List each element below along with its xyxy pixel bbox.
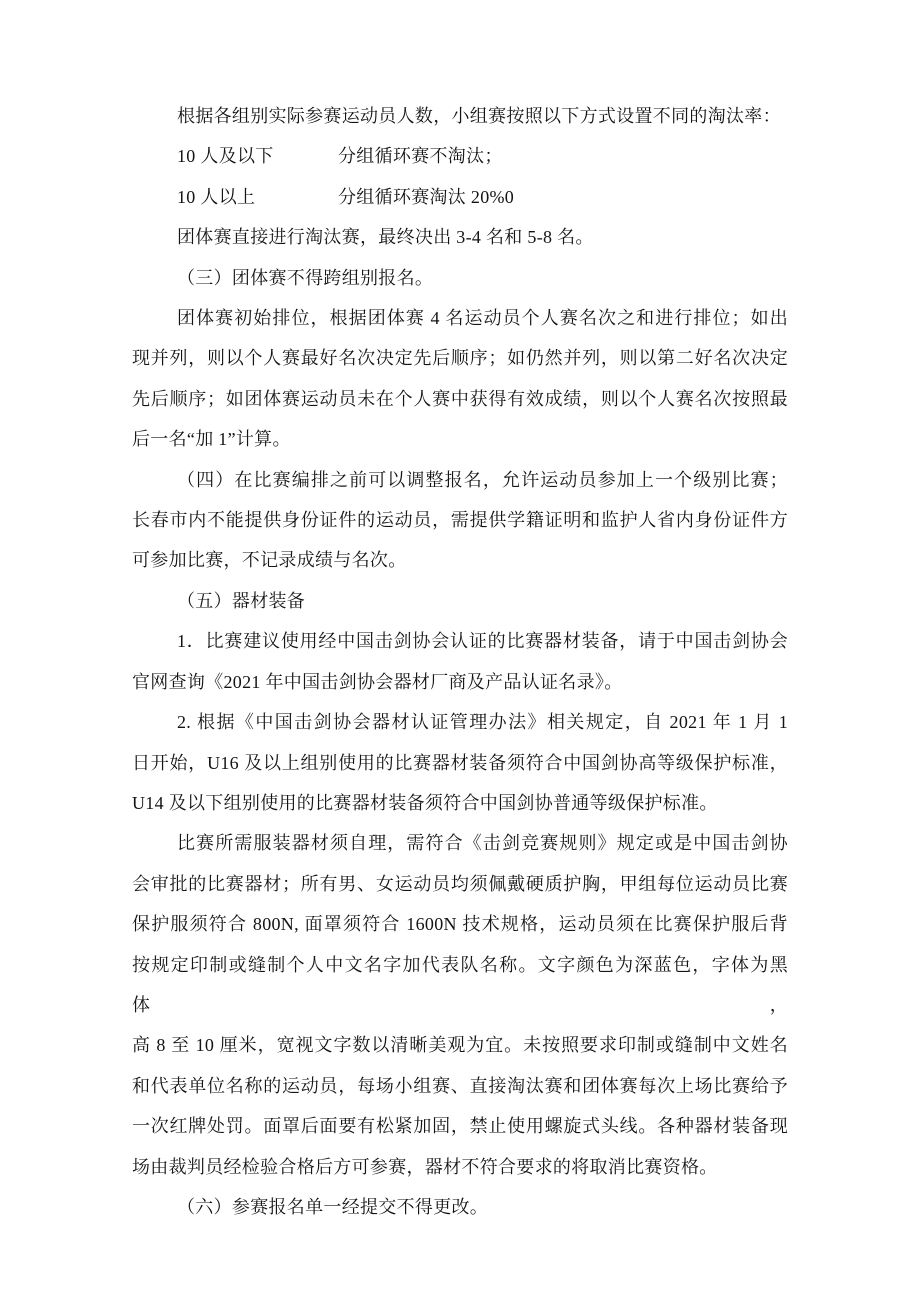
doc-line-apparel-1: 比赛所需服装器材须自理，需符合《击剑竞赛规则》规定或是中国击剑协 [177,833,788,854]
rule-result: 分组循环赛不淘汰； [338,146,503,167]
doc-line-apparel-2: 会审批的比赛器材；所有男、女运动员均须佩戴硬质护胸，甲组每位运动员比赛 [132,873,788,894]
doc-line-section-6-heading: （六）参赛报名单一经提交不得更改。 [177,1196,489,1217]
doc-line-equipment-item-2a: 2. 根据《中国击剑协会器材认证管理办法》相关规定，自 2021 年 1 月 1 [177,712,788,733]
doc-line-rule-under-10 [132,136,788,176]
doc-line-elimination-rate-intro: 根据各组别实际参赛运动员人数，小组赛按照以下方式设置不同的淘汰率： [177,106,781,126]
doc-line-equipment-item-1a: 1．比赛建议使用经中国击剑协会认证的比赛器材装备，请于中国击剑协会 [177,631,788,652]
doc-line-section-3-heading: （三）团体赛不得跨组别报名。 [177,267,434,288]
doc-line-equipment-item-1b: 官网查询《2021 年中国击剑协会器材厂商及产品认证名录》。 [132,671,623,692]
rule-condition: 10 人及以下 [177,146,274,167]
doc-line-equipment-item-2c: U14 及以下组别使用的比赛器材装备须符合中国剑协普通等级保护标准。 [132,792,718,813]
doc-line-team-seeding-2: 现并列，则以个人赛最好名次决定先后顺序；如仍然并列，则以第二好名次决定 [132,348,788,369]
doc-line-apparel-6: 和代表单位名称的运动员，每场小组赛、直接淘汰赛和团体赛每次上场比赛给予 [132,1075,788,1096]
doc-line-section-5-heading: （五）器材装备 [177,590,306,611]
document-page [132,96,788,1227]
doc-line-section-4-heading: （四）在比赛编排之前可以调整报名，允许运动员参加上一个级别比赛； [177,469,788,490]
doc-line-team-seeding-4: 后一名“加 1”计算。 [132,429,291,450]
rule-result: 分组循环赛淘汰 20%0 [338,186,515,207]
doc-line-rule-over-10 [132,177,788,217]
doc-line-section-4-body-2: 可参加比赛，不记录成绩与名次。 [132,550,407,571]
doc-line-team-elimination: 团体赛直接进行淘汰赛，最终决出 3-4 名和 5-8 名。 [177,227,594,248]
rule-condition: 10 人以上 [177,186,256,207]
doc-line-equipment-item-2b: 日开始，U16 及以上组别使用的比赛器材装备须符合中国剑协高等级保护标准， [132,752,788,773]
doc-line-apparel-3: 保护服须符合 800N, 面罩须符合 1600N 技术规格，运动员须在比赛保护服后背 [132,914,788,935]
doc-line-apparel-7: 一次红牌处罚。面罩后面要有松紧加固，禁止使用螺旋式头线。各种器材装备现 [132,1116,788,1137]
doc-line-section-4-body-1: 长春市内不能提供身份证件的运动员，需提供学籍证明和监护人省内身份证件方 [132,510,788,531]
doc-line-team-seeding-1: 团体赛初始排位，根据团体赛 4 名运动员个人赛名次之和进行排位；如出 [177,308,788,329]
doc-line-apparel-4: 按规定印制或缝制个人中文名字加代表队名称。文字颜色为深蓝色，字体为黑体， [132,954,788,1015]
doc-line-apparel-5: 高 8 至 10 厘米，宽视文字数以清晰美观为宜。未按照要求印制或缝制中文姓名 [132,1035,788,1056]
doc-line-apparel-8: 场由裁判员经检验合格后方可参赛，器材不符合要求的将取消比赛资格。 [132,1156,718,1177]
doc-line-team-seeding-3: 先后顺序；如团体赛运动员未在个人赛中获得有效成绩，则以个人赛名次按照最 [132,388,788,409]
